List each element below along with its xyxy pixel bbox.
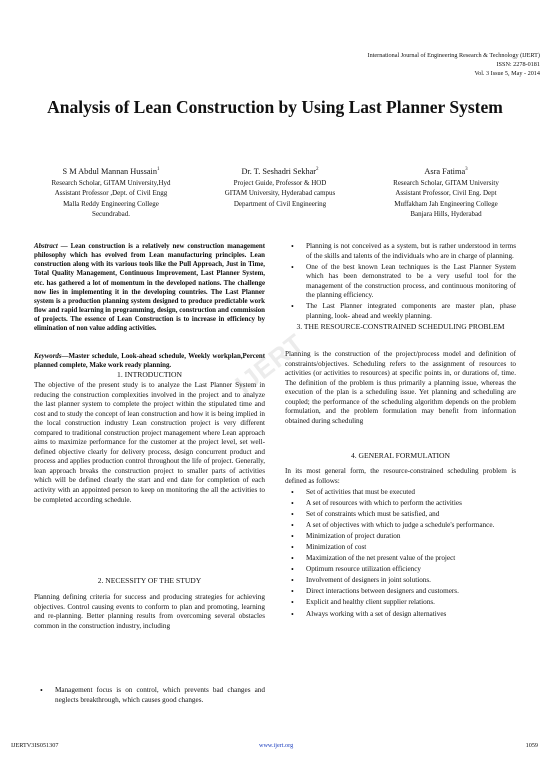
author-affiliation: Research Scholar, GITAM University,Hyd — [51, 178, 171, 187]
keywords — [34, 352, 265, 370]
journal-name: International Journal of Engineering Research & Technology (IJERT) — [367, 52, 540, 59]
footer-url-link[interactable]: www.ijert.org — [259, 742, 294, 749]
list-item: • A set of objectives with which to judge a schedule's performance. — [285, 521, 516, 531]
list-item: • Involvement of designers in joint solutions. — [285, 576, 516, 586]
watermark: IJERT — [229, 327, 310, 400]
list-item: • Management focus is on control, which prevents bad changes and neglects breakthrough, which causes good changes. — [34, 686, 265, 705]
list-item: • Explicit and healthy client supplier relations. — [285, 598, 516, 608]
footer-paper-id: IJERTV3IS051307 — [11, 742, 59, 749]
necessity-bullet-list — [34, 686, 265, 707]
list-item: • Optimum resource utilization efficiency — [285, 565, 516, 575]
paper-title: Analysis of Lean Construction by Using Last Planner System — [47, 97, 503, 117]
abstract-text: — Lean construction is a relatively new construction management philosophy which has evolved from Lean manufacturing principles. Lean construction along with its various tools like the Pull Approach, Just in Time, Total Quality Management, Continuous Improvement, Last Planner System, etc. has gathered a lot of momentum in the developed nations. The challenge now lies in implementing it in the developing countries. The Last Planner system is a production planning system designed to produce predictable work flow and rapid learning in programming, design, construction and commission of projects. The essence of Lean Construction is to increase in efficiency by elimination of non value adding activities. — [34, 243, 265, 333]
author-affiliation: Malla Reddy Engineering College — [63, 199, 159, 208]
list-item: • Always working with a set of design alternatives — [285, 610, 516, 620]
abstract-lead: Abstract — [34, 243, 58, 250]
author-affiliation: Muffakham Jah Engineering College — [394, 199, 498, 208]
author-block-3 — [366, 165, 526, 220]
section-heading-necessity: 2. NECESSITY OF THE STUDY — [97, 576, 202, 585]
section-heading-scheduling-problem: 3. THE RESOURCE-CONSTRAINED SCHEDULING PROBLEM — [296, 322, 505, 331]
general-formulation-paragraph: In its most general form, the resource-constrained scheduling problem is defined as follows: — [285, 467, 516, 485]
author-affiliation: GITAM University, Hyderabad campus — [224, 189, 336, 198]
list-item: • The Last Planner integrated components are master plan, phase planning, look- ahead and weekly planning. — [285, 302, 516, 321]
author-name: Asra Fatima — [424, 166, 466, 176]
introduction-paragraph: The objective of the present study is to analyze the Last Planner System in reducing the construction complexities involved in the project and to analyze the last planner system to complete the project within the stipulated time and cost and to study the concept of lean construction and how it is being implied in the local construction industry Lean construction project is very different compared to traditional construction project management where Lean approach aims to maximize performance for the customer at the project level, set well-defined objective clearly for delivery process, design concurrent product and process and applies production control throughout the life of project. Generally, lean approach breaks the construction project to smaller parts of activities which will be defined clearly the start and end date for completion of each activity with an appointed person to keep on monitoring the all the activities to be completed according schedule. — [34, 381, 265, 504]
author-affiliation: Department of Civil Engineering — [233, 199, 327, 208]
planning-bullet-list — [285, 242, 516, 323]
keywords-text: —Master schedule, Look-ahead schedule, Weekly workplan,Percent planned complete, Make work ready planning. — [34, 353, 265, 370]
formulation-bullet-list — [285, 488, 516, 621]
author-name: Dr. T. Seshadri Sekhar — [241, 166, 317, 176]
author-block-1 — [22, 165, 200, 220]
author-affiliation: Assistant Professor, Civil Eng. Dept — [395, 189, 497, 198]
list-item: • One of the best known Lean techniques is the Last Planner System which has been demonstrated to be a very useful tool for the management of the construction process, and continuous monitoring of the planning efficiency. — [285, 263, 516, 301]
scheduling-problem-paragraph: Planning is the construction of the project/process model and definition of constraints/objectives. Scheduling refers to the assignment of resources to activities (or activities to resources) at specific points in, or durations of, time. The definition of the problem is thus primarily a planning issue, whereas the execution of the plan is a scheduling issue. Yet planning and scheduling are coupled; the performance of the scheduling algorithm depends on the problem formulation, and the problem formulation may benefit from information obtained during scheduling — [285, 350, 516, 425]
list-item: • A set of resources with which to perform the activities — [285, 499, 516, 509]
section-heading-introduction: 1. INTRODUCTION — [117, 370, 182, 379]
abstract — [34, 242, 265, 334]
journal-volume: Vol. 3 Issue 5, May - 2014 — [474, 70, 540, 77]
list-item: • Set of constraints which must be satisfied, and — [285, 510, 516, 520]
author-affiliation: Research Scholar, GITAM University — [393, 178, 499, 187]
author-affiliation: Secundrabad. — [92, 210, 130, 219]
footer-page-number: 1059 — [525, 742, 538, 749]
list-item: • Planning is not conceived as a system, but is rather understood in terms of the skills and talents of the individuals who are in charge of planning. — [285, 242, 516, 261]
author-block-2 — [193, 165, 367, 209]
author-affiliation: Project Guide, Professor & HOD — [233, 178, 327, 187]
necessity-paragraph: Planning defining criteria for success and producing strategies for achieving objectives. Control causing events to conform to plan and promoting, learning and re-planning. Better planning results from overcoming several obstacles common in the construction industry, including — [34, 593, 265, 630]
author-name-line — [366, 165, 526, 177]
list-item: • Maximization of the net present value of the project — [285, 554, 516, 564]
list-item: • Direct interactions between designers and customers. — [285, 587, 516, 597]
list-item: • Set of activities that must be executed — [285, 488, 516, 498]
keywords-lead: Keywords — [34, 353, 62, 360]
section-heading-general-formulation: 4. GENERAL FORMULATION — [350, 451, 451, 460]
author-name-line — [22, 165, 200, 177]
author-affiliation: Banjara Hills, Hyderabad — [410, 210, 482, 219]
author-name: S M Abdul Mannan Hussain — [62, 166, 157, 176]
author-affil-mark: 1 — [157, 167, 160, 172]
author-affil-mark: 3 — [465, 167, 468, 172]
journal-issn: ISSN: 2278-0181 — [496, 61, 540, 68]
author-name-line — [193, 165, 367, 177]
author-affiliation: Assistant Professor ,Dept. of Civil Engg — [54, 189, 168, 198]
author-affil-mark: 2 — [316, 167, 319, 172]
list-item: • Minimization of project duration — [285, 532, 516, 542]
list-item: • Minimization of cost — [285, 543, 516, 553]
